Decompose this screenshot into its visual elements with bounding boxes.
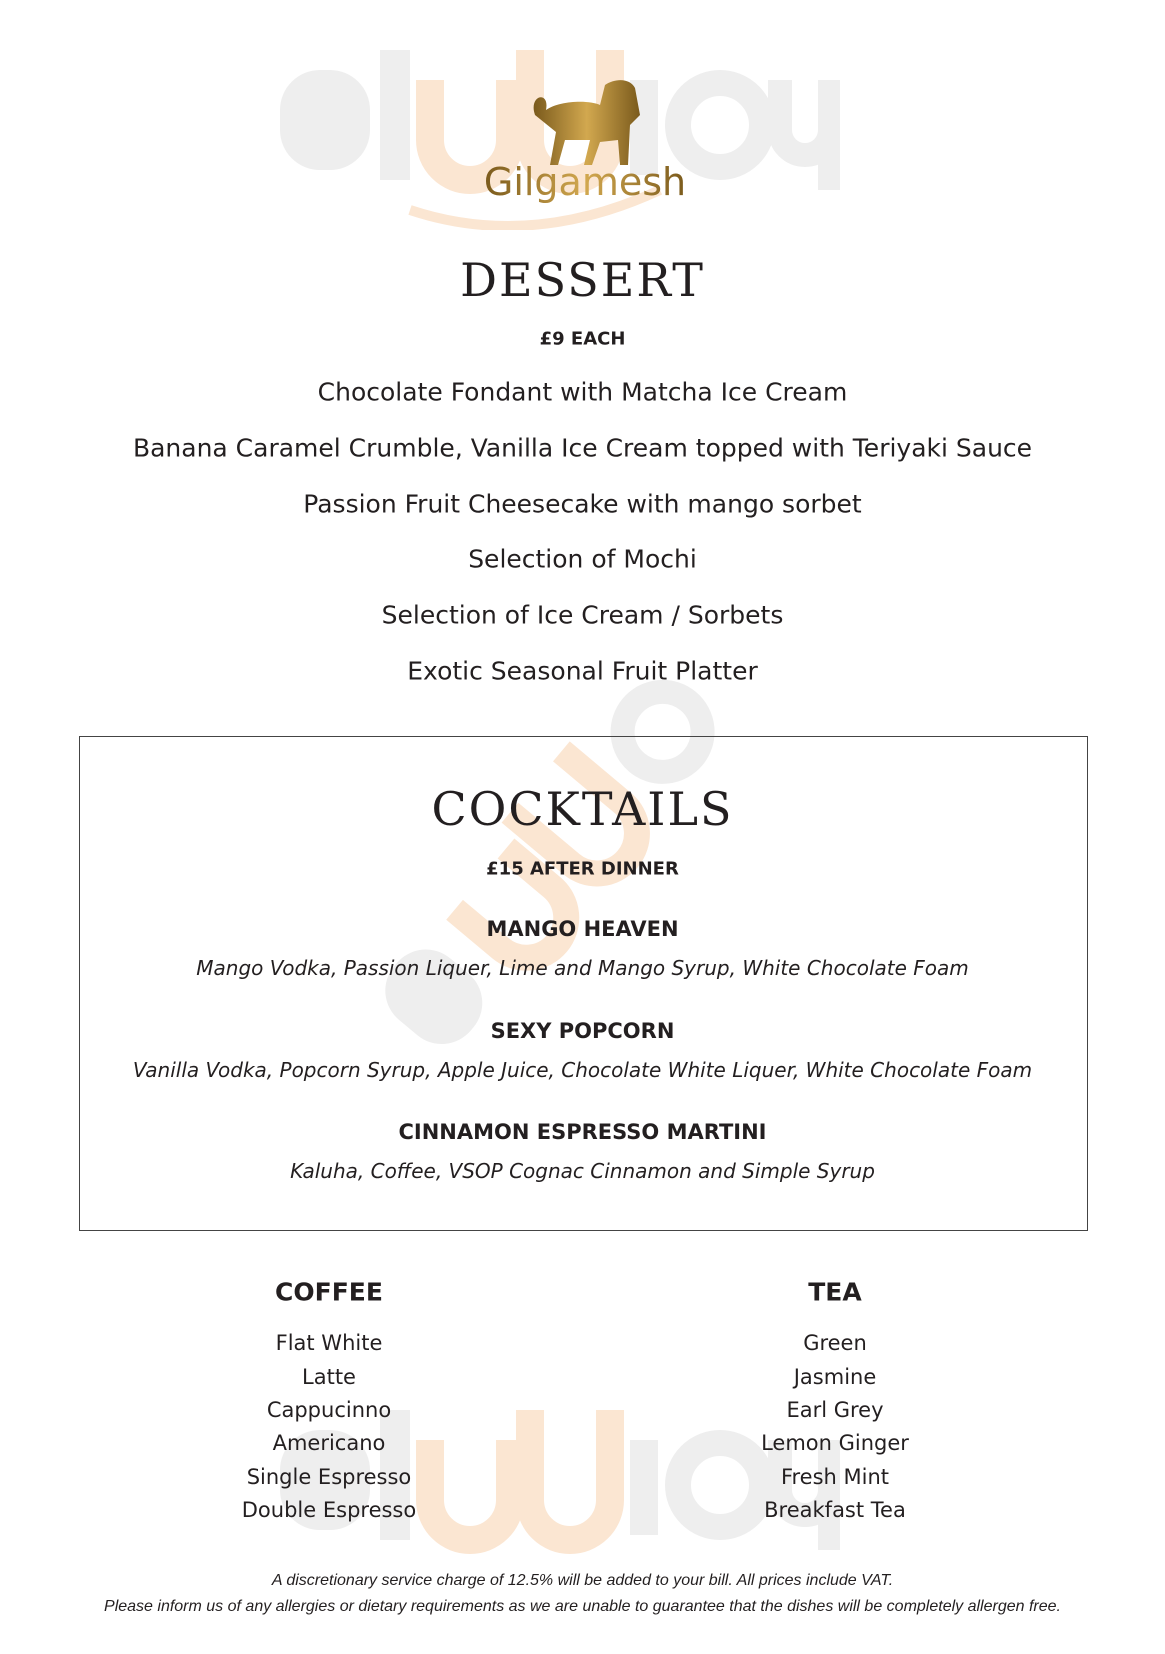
dessert-item: Selection of Ice Cream / Sorbets (381, 600, 784, 630)
dessert-item: Exotic Seasonal Fruit Platter (407, 656, 758, 686)
tea-title: TEA (808, 1277, 862, 1307)
tea-item: Earl Grey (786, 1398, 884, 1422)
watermark (280, 1400, 840, 1590)
cocktail-desc: Mango Vodka, Passion Liquer, Lime and Mango Syrup, White Chocolate Foam (196, 956, 969, 980)
tea-item: Lemon Ginger (761, 1431, 909, 1455)
coffee-item: Americano (272, 1431, 386, 1455)
allergen-note: Please inform us of any allergies or dietary requirements as we are unable to guarantee that the dishes will be completely allergen free. (104, 1598, 1061, 1615)
coffee-item: Double Espresso (241, 1498, 417, 1522)
cocktail-desc: Kaluha, Coffee, VSOP Cognac Cinnamon and Simple Syrup (290, 1159, 875, 1183)
tea-item: Breakfast Tea (764, 1498, 906, 1522)
coffee-item: Single Espresso (246, 1465, 412, 1489)
dessert-price: £9 EACH (539, 328, 626, 350)
coffee-item: Latte (302, 1365, 356, 1389)
tea-item: Jasmine (793, 1365, 877, 1389)
dessert-title: DESSERT (460, 253, 705, 307)
dessert-item: Passion Fruit Cheesecake with mango sorbet (303, 489, 862, 519)
cocktail-name: MANGO HEAVEN (486, 917, 679, 941)
gilgamesh-logo (480, 70, 690, 205)
tea-item: Fresh Mint (780, 1465, 890, 1489)
coffee-item: Cappucinno (266, 1398, 392, 1422)
coffee-item: Flat White (275, 1331, 383, 1355)
cocktail-desc: Vanilla Vodka, Popcorn Syrup, Apple Juice, Chocolate White Liquer, White Chocolate Foam (132, 1058, 1033, 1082)
dessert-item: Selection of Mochi (468, 544, 697, 574)
cocktails-price: £15 AFTER DINNER (486, 858, 679, 880)
cocktails-title: COCKTAILS (431, 782, 734, 836)
dessert-item: Chocolate Fondant with Matcha Ice Cream (317, 377, 848, 407)
cocktail-name: SEXY POPCORN (490, 1019, 675, 1043)
tea-item: Green (803, 1331, 867, 1355)
coffee-title: COFFEE (275, 1277, 383, 1307)
service-charge-note: A discretionary service charge of 12.5% will be added to your bill. All prices include VAT. (271, 1572, 894, 1589)
dessert-item: Banana Caramel Crumble, Vanilla Ice Cream topped with Teriyaki Sauce (132, 433, 1033, 463)
logo-wordmark: Gilgamesh (483, 160, 687, 204)
cocktail-name: CINNAMON ESPRESSO MARTINI (398, 1120, 767, 1144)
